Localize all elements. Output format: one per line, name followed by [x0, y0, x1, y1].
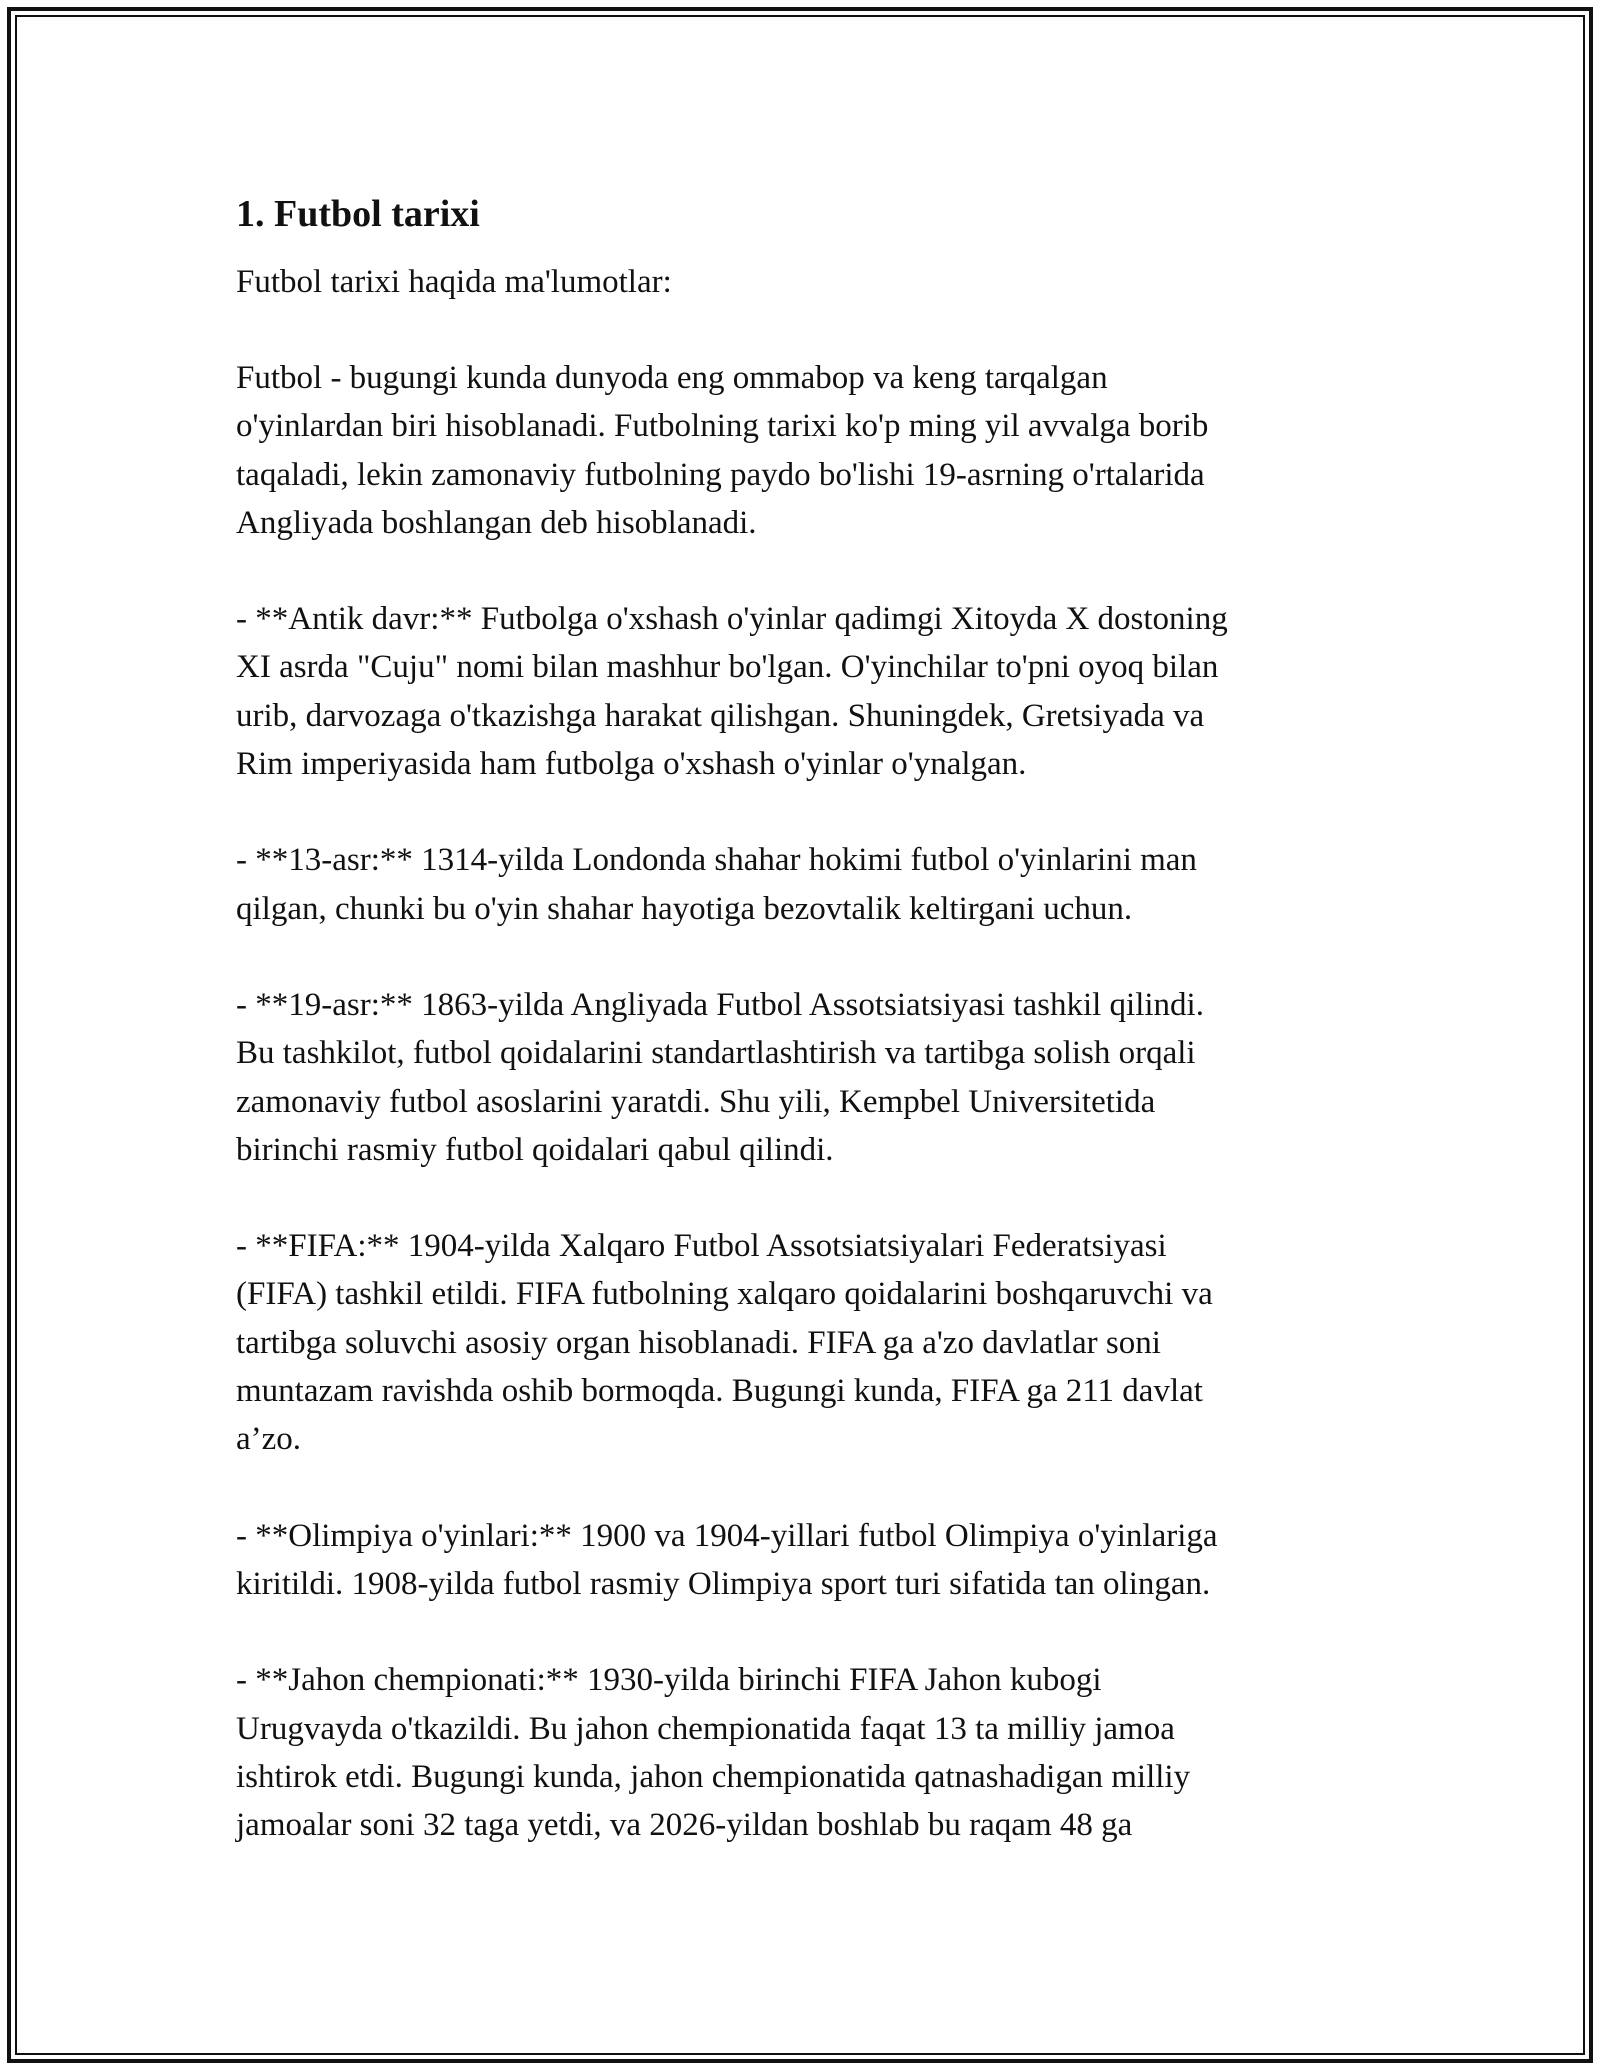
paragraph-line: o'yinlardan biri hisoblanadi. Futbolning tarixi ko'p ming yil avvalga borib	[236, 408, 1209, 445]
paragraph-line: - **19-asr:** 1863-yilda Angliyada Futbol Assotsiatsiyasi tashkil qilindi.	[236, 986, 1204, 1023]
paragraph-line: Angliyada boshlangan deb hisoblanadi.	[236, 504, 757, 541]
paragraph-line: ishtirok etdi. Bugungi kunda, jahon chempionatida qatnashadigan milliy	[236, 1758, 1191, 1795]
intro-text: Futbol tarixi haqida ma'lumotlar:	[236, 264, 672, 300]
paragraph-line: zamonaviy futbol asoslarini yaratdi. Shu yili, Kempbel Universitetida	[236, 1083, 1156, 1120]
paragraph-line: Urugvayda o'tkazildi. Bu jahon chempionatida faqat 13 ta milliy jamoa	[236, 1710, 1175, 1747]
paragraph-line: Futbol - bugungi kunda dunyoda eng ommabop va keng tarqalgan	[236, 360, 1108, 396]
paragraph-line: qilgan, chunki bu o'yin shahar hayotiga bezovtalik keltirgani uchun.	[236, 890, 1133, 927]
document-body	[236, 186, 1356, 1849]
paragraph-13-asr	[236, 836, 1356, 933]
paragraph-line: birinchi rasmiy futbol qoidalari qabul qilindi.	[236, 1131, 834, 1168]
paragraph-line: - **FIFA:** 1904-yilda Xalqaro Futbol Assotsiatsiyalari Federatsiyasi	[236, 1228, 1167, 1265]
paragraph-line: a’zo.	[236, 1421, 302, 1458]
paragraph-line: kiritildi. 1908-yilda futbol rasmiy Olimpiya sport turi sifatida tan olingan.	[236, 1565, 1211, 1602]
paragraph-line: - **13-asr:** 1314-yilda Londonda shahar hokimi futbol o'yinlarini man	[236, 842, 1197, 879]
paragraph-line: - **Antik davr:** Futbolga o'xshash o'yinlar qadimgi Xitoyda X dostoning	[236, 601, 1228, 638]
paragraph-line: Rim imperiyasida ham futbolga o'xshash o'yinlar o'ynalgan.	[236, 746, 1027, 783]
paragraph-fifa	[236, 1222, 1356, 1463]
paragraph-line: taqaladi, lekin zamonaviy futbolning paydo bo'lishi 19-asrning o'rtalarida	[236, 456, 1205, 493]
paragraph-olimpiya	[236, 1512, 1356, 1609]
paragraph-line: XI asrda "Cuju" nomi bilan mashhur bo'lgan. O'yinchilar to'pni oyoq bilan	[236, 649, 1219, 686]
paragraph-line: - **Olimpiya o'yinlari:** 1900 va 1904-yillari futbol Olimpiya o'yinlariga	[236, 1517, 1218, 1554]
paragraph-line: Bu tashkilot, futbol qoidalarini standartlashtirish va tartibga solish orqali	[236, 1035, 1196, 1072]
paragraph-overview	[236, 354, 1356, 547]
section-heading: 1. Futbol tarixi	[236, 193, 480, 235]
paragraph-line: urib, darvozaga o'tkazishga harakat qilishgan. Shuningdek, Gretsiyada va	[236, 697, 1205, 734]
paragraph-antik-davr	[236, 595, 1356, 788]
paragraph-line: (FIFA) tashkil etildi. FIFA futbolning xalqaro qoidalarini boshqaruvchi va	[236, 1276, 1213, 1313]
paragraph-line: tartibga soluvchi asosiy organ hisoblanadi. FIFA ga a'zo davlatlar soni	[236, 1324, 1161, 1361]
paragraph-19-asr	[236, 981, 1356, 1174]
paragraph-line: muntazam ravishda oshib bormoqda. Bugungi kunda, FIFA ga 211 davlat	[236, 1373, 1203, 1410]
paragraph-line: jamoalar soni 32 taga yetdi, va 2026-yildan boshlab bu raqam 48 ga	[236, 1807, 1133, 1844]
paragraph-jahon-chempionati	[236, 1656, 1356, 1849]
paragraph-line: - **Jahon chempionati:** 1930-yilda birinchi FIFA Jahon kubogi	[236, 1662, 1102, 1699]
